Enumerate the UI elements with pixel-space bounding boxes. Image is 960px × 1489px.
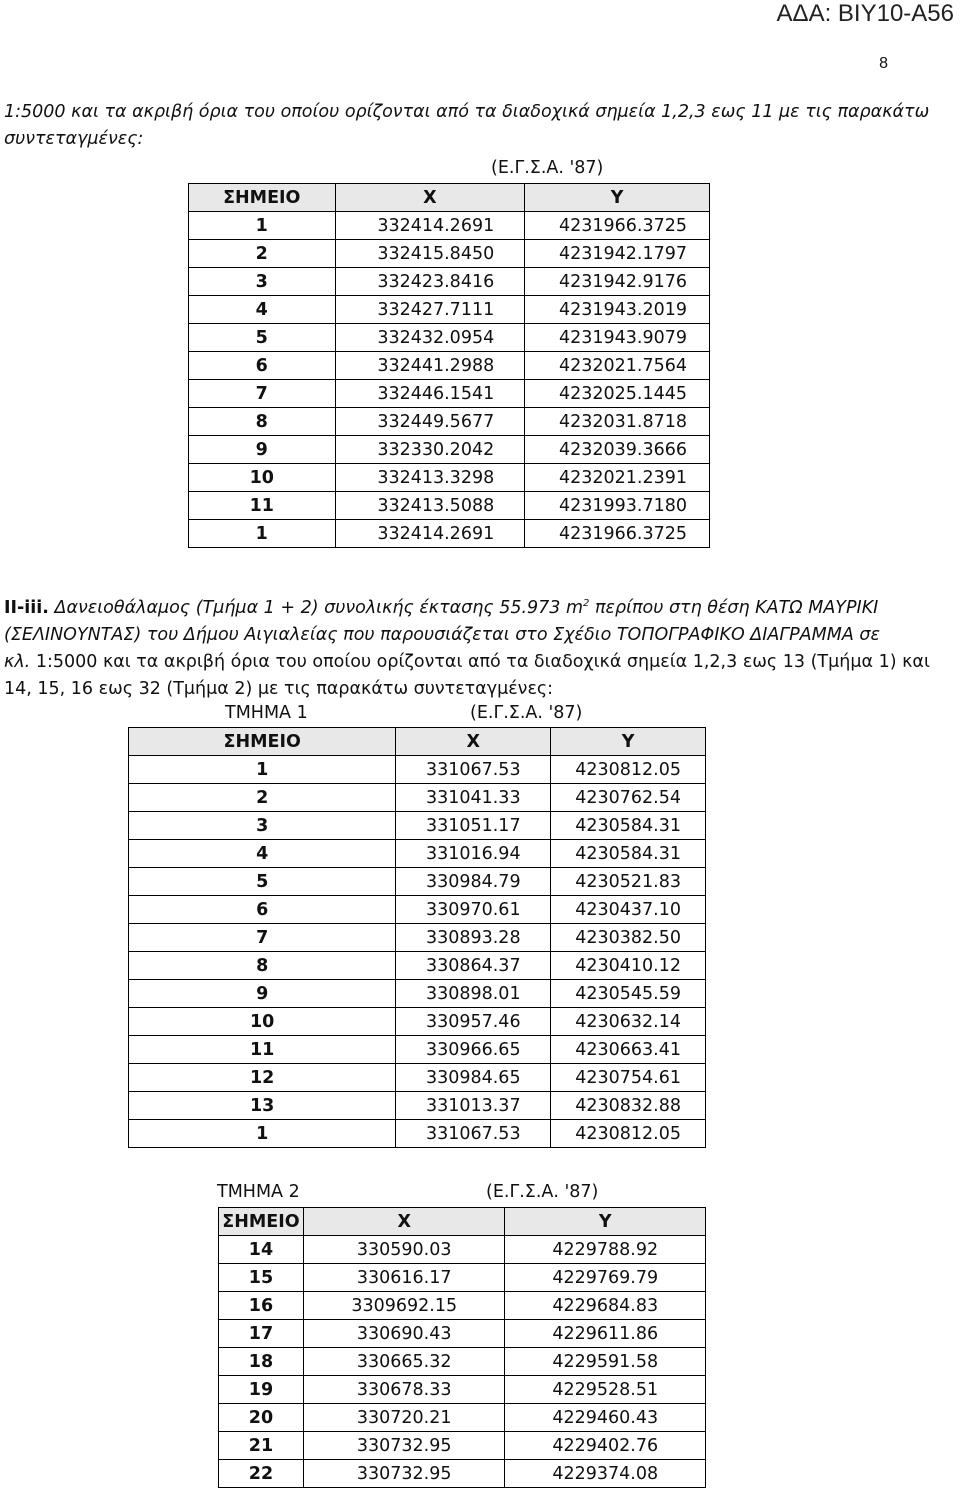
point-id-cell: 13	[129, 1092, 396, 1120]
point-id-cell: 9	[129, 980, 396, 1008]
table-row	[129, 1064, 706, 1092]
y-coordinate-cell: 4229769.79	[505, 1264, 706, 1292]
table-row	[219, 1432, 706, 1460]
x-coordinate-cell: 332413.5088	[335, 492, 525, 520]
y-coordinate-cell: 4232039.3666	[525, 436, 710, 464]
table-row	[129, 1008, 706, 1036]
y-coordinate-cell: 4230812.05	[551, 756, 706, 784]
table-row	[219, 1348, 706, 1376]
point-id-cell: 2	[129, 784, 396, 812]
section-line-4: 14, 15, 16 εως 32 (Τμήμα 2) με τις παρακάτω συντεταγμένες:	[4, 678, 554, 699]
x-coordinate-cell: 332414.2691	[335, 212, 525, 240]
x-coordinate-cell: 332449.5677	[335, 408, 525, 436]
section-line-1b: περίπου στη θέση ΚΑΤΩ ΜΑΥΡΙΚΙ	[595, 597, 879, 618]
point-id-cell: 11	[189, 492, 336, 520]
point-id-cell: 18	[219, 1348, 304, 1376]
point-id-cell: 11	[129, 1036, 396, 1064]
section-line-1a: Δανειοθάλαμος (Τμήμα 1 + 2) συνολικής έκτασης 55.973 m	[54, 597, 584, 618]
x-coordinate-cell: 331067.53	[396, 1120, 551, 1148]
section-line-3a: κλ.	[4, 651, 31, 672]
x-coordinate-cell: 330984.65	[396, 1064, 551, 1092]
y-coordinate-cell: 4232021.2391	[525, 464, 710, 492]
point-id-cell: 20	[219, 1404, 304, 1432]
column-header: Y	[505, 1208, 706, 1236]
y-coordinate-cell: 4229374.08	[505, 1460, 706, 1488]
table-row	[129, 1120, 706, 1148]
point-id-cell: 1	[129, 756, 396, 784]
column-header: X	[303, 1208, 505, 1236]
y-coordinate-cell: 4230410.12	[551, 952, 706, 980]
point-id-cell: 1	[189, 212, 336, 240]
table-row	[129, 812, 706, 840]
section-line-1	[4, 590, 954, 622]
x-coordinate-cell: 331051.17	[396, 812, 551, 840]
section-line-3	[4, 649, 954, 676]
y-coordinate-cell: 4230663.41	[551, 1036, 706, 1064]
y-coordinate-cell: 4230632.14	[551, 1008, 706, 1036]
x-coordinate-cell: 330590.03	[303, 1236, 505, 1264]
table-row	[129, 896, 706, 924]
x-coordinate-cell: 330720.21	[303, 1404, 505, 1432]
point-id-cell: 16	[219, 1292, 304, 1320]
table-row	[189, 408, 710, 436]
y-coordinate-cell: 4230584.31	[551, 812, 706, 840]
section-label: ΙΙ-iii.	[4, 597, 49, 618]
table-row	[219, 1264, 706, 1292]
x-coordinate-cell: 331013.37	[396, 1092, 551, 1120]
x-coordinate-cell: 330616.17	[303, 1264, 505, 1292]
table-row	[189, 324, 710, 352]
point-id-cell: 8	[129, 952, 396, 980]
column-header: X	[335, 184, 525, 212]
table-row	[189, 492, 710, 520]
table-row	[129, 1036, 706, 1064]
x-coordinate-cell: 330970.61	[396, 896, 551, 924]
table-row	[129, 924, 706, 952]
y-coordinate-cell: 4232031.8718	[525, 408, 710, 436]
point-id-cell: 7	[189, 380, 336, 408]
point-id-cell: 10	[189, 464, 336, 492]
table-row	[129, 980, 706, 1008]
page-number: 8	[879, 55, 888, 72]
y-coordinate-cell: 4232025.1445	[525, 380, 710, 408]
y-coordinate-cell: 4229528.51	[505, 1376, 706, 1404]
point-id-cell: 3	[129, 812, 396, 840]
x-coordinate-cell: 330984.79	[396, 868, 551, 896]
table-row	[219, 1404, 706, 1432]
table-row	[189, 240, 710, 268]
y-coordinate-cell: 4231942.9176	[525, 268, 710, 296]
y-coordinate-cell: 4231966.3725	[525, 212, 710, 240]
point-id-cell: 4	[129, 840, 396, 868]
intro-line-2: συντεταγμένες:	[4, 129, 144, 149]
x-coordinate-cell: 330893.28	[396, 924, 551, 952]
x-coordinate-cell: 332441.2988	[335, 352, 525, 380]
table-row	[129, 840, 706, 868]
y-coordinate-cell: 4229684.83	[505, 1292, 706, 1320]
x-coordinate-cell: 330665.32	[303, 1348, 505, 1376]
table-row	[129, 1092, 706, 1120]
x-coordinate-cell: 332414.2691	[335, 520, 525, 548]
table1-system: (Ε.Γ.Σ.Α. '87)	[491, 158, 604, 178]
coordinates-table-1	[188, 183, 710, 548]
table-row	[189, 268, 710, 296]
point-id-cell: 1	[129, 1120, 396, 1148]
table-row	[219, 1460, 706, 1488]
table-row	[219, 1292, 706, 1320]
table-header-row	[219, 1208, 706, 1236]
x-coordinate-cell: 331016.94	[396, 840, 551, 868]
x-coordinate-cell: 330966.65	[396, 1036, 551, 1064]
ada-code: ΑΔΑ: ΒΙΥ10-Α56	[776, 0, 954, 27]
section-line-2: (ΣΕΛΙΝΟΥΝΤΑΣ) του Δήμου Αιγιαλείας που παρουσιάζεται στο Σχέδιο ΤΟΠΟΓΡΑΦΙΚΟ ΔΙΑΓΡΑΜΜΑ σε	[4, 624, 880, 645]
y-coordinate-cell: 4231943.9079	[525, 324, 710, 352]
section-line-3b: 1:5000 και τα ακριβή όρια του οποίου ορίζονται από τα διαδοχικά σημεία 1,2,3 εως 13 (Τμήμα 1) και	[35, 651, 930, 672]
x-coordinate-cell: 332423.8416	[335, 268, 525, 296]
table-row	[219, 1320, 706, 1348]
point-id-cell: 15	[219, 1264, 304, 1292]
point-id-cell: 21	[219, 1432, 304, 1460]
x-coordinate-cell: 330957.46	[396, 1008, 551, 1036]
x-coordinate-cell: 332446.1541	[335, 380, 525, 408]
x-coordinate-cell: 330690.43	[303, 1320, 505, 1348]
y-coordinate-cell: 4230437.10	[551, 896, 706, 924]
x-coordinate-cell: 331067.53	[396, 756, 551, 784]
x-coordinate-cell: 330732.95	[303, 1432, 505, 1460]
y-coordinate-cell: 4231942.1797	[525, 240, 710, 268]
y-coordinate-cell: 4229402.76	[505, 1432, 706, 1460]
point-id-cell: 7	[129, 924, 396, 952]
table-row	[219, 1236, 706, 1264]
column-header: ΣΗΜΕΙΟ	[129, 728, 396, 756]
point-id-cell: 6	[189, 352, 336, 380]
point-id-cell: 12	[129, 1064, 396, 1092]
point-id-cell: 3	[189, 268, 336, 296]
y-coordinate-cell: 4230754.61	[551, 1064, 706, 1092]
table-row	[219, 1376, 706, 1404]
x-coordinate-cell: 330678.33	[303, 1376, 505, 1404]
y-coordinate-cell: 4230382.50	[551, 924, 706, 952]
point-id-cell: 10	[129, 1008, 396, 1036]
table-row	[189, 464, 710, 492]
table3-system: (Ε.Γ.Σ.Α. '87)	[486, 1182, 599, 1202]
table2-system: (Ε.Γ.Σ.Α. '87)	[470, 703, 583, 723]
table-row	[189, 520, 710, 548]
table-row	[129, 756, 706, 784]
table-header-row	[129, 728, 706, 756]
x-coordinate-cell: 330898.01	[396, 980, 551, 1008]
column-header: Y	[551, 728, 706, 756]
y-coordinate-cell: 4231966.3725	[525, 520, 710, 548]
y-coordinate-cell: 4229611.86	[505, 1320, 706, 1348]
y-coordinate-cell: 4230521.83	[551, 868, 706, 896]
table-row	[129, 952, 706, 980]
point-id-cell: 4	[189, 296, 336, 324]
table-row	[189, 212, 710, 240]
column-header: X	[396, 728, 551, 756]
x-coordinate-cell: 330732.95	[303, 1460, 505, 1488]
point-id-cell: 1	[189, 520, 336, 548]
table-row	[189, 352, 710, 380]
y-coordinate-cell: 4231993.7180	[525, 492, 710, 520]
table-header-row	[189, 184, 710, 212]
point-id-cell: 17	[219, 1320, 304, 1348]
table2-title: ΤΜΗΜΑ 1	[225, 703, 308, 723]
point-id-cell: 9	[189, 436, 336, 464]
point-id-cell: 6	[129, 896, 396, 924]
column-header: ΣΗΜΕΙΟ	[219, 1208, 304, 1236]
x-coordinate-cell: 330864.37	[396, 952, 551, 980]
x-coordinate-cell: 332413.3298	[335, 464, 525, 492]
coordinates-table-2	[128, 727, 706, 1148]
point-id-cell: 5	[129, 868, 396, 896]
y-coordinate-cell: 4230584.31	[551, 840, 706, 868]
y-coordinate-cell: 4229788.92	[505, 1236, 706, 1264]
table-row	[189, 436, 710, 464]
point-id-cell: 19	[219, 1376, 304, 1404]
point-id-cell: 5	[189, 324, 336, 352]
y-coordinate-cell: 4230545.59	[551, 980, 706, 1008]
intro-paragraph	[4, 99, 954, 153]
y-coordinate-cell: 4230812.05	[551, 1120, 706, 1148]
table-row	[129, 868, 706, 896]
intro-line-1: 1:5000 και τα ακριβή όρια του οποίου ορίζονται από τα διαδοχικά σημεία 1,2,3 εως 11 με τις παρακάτω	[4, 102, 930, 122]
y-coordinate-cell: 4231943.2019	[525, 296, 710, 324]
point-id-cell: 8	[189, 408, 336, 436]
section-paragraph	[4, 590, 954, 703]
y-coordinate-cell: 4230832.88	[551, 1092, 706, 1120]
point-id-cell: 14	[219, 1236, 304, 1264]
x-coordinate-cell: 332330.2042	[335, 436, 525, 464]
area-unit-superscript: 2	[583, 598, 590, 609]
point-id-cell: 22	[219, 1460, 304, 1488]
x-coordinate-cell: 332427.7111	[335, 296, 525, 324]
table-row	[129, 784, 706, 812]
x-coordinate-cell: 331041.33	[396, 784, 551, 812]
x-coordinate-cell: 332415.8450	[335, 240, 525, 268]
y-coordinate-cell: 4230762.54	[551, 784, 706, 812]
x-coordinate-cell: 3309692.15	[303, 1292, 505, 1320]
point-id-cell: 2	[189, 240, 336, 268]
table3-title: ΤΜΗΜΑ 2	[217, 1182, 300, 1202]
x-coordinate-cell: 332432.0954	[335, 324, 525, 352]
y-coordinate-cell: 4229591.58	[505, 1348, 706, 1376]
y-coordinate-cell: 4229460.43	[505, 1404, 706, 1432]
y-coordinate-cell: 4232021.7564	[525, 352, 710, 380]
column-header: Y	[525, 184, 710, 212]
column-header: ΣΗΜΕΙΟ	[189, 184, 336, 212]
table-row	[189, 380, 710, 408]
table-row	[189, 296, 710, 324]
coordinates-table-3	[218, 1207, 706, 1488]
